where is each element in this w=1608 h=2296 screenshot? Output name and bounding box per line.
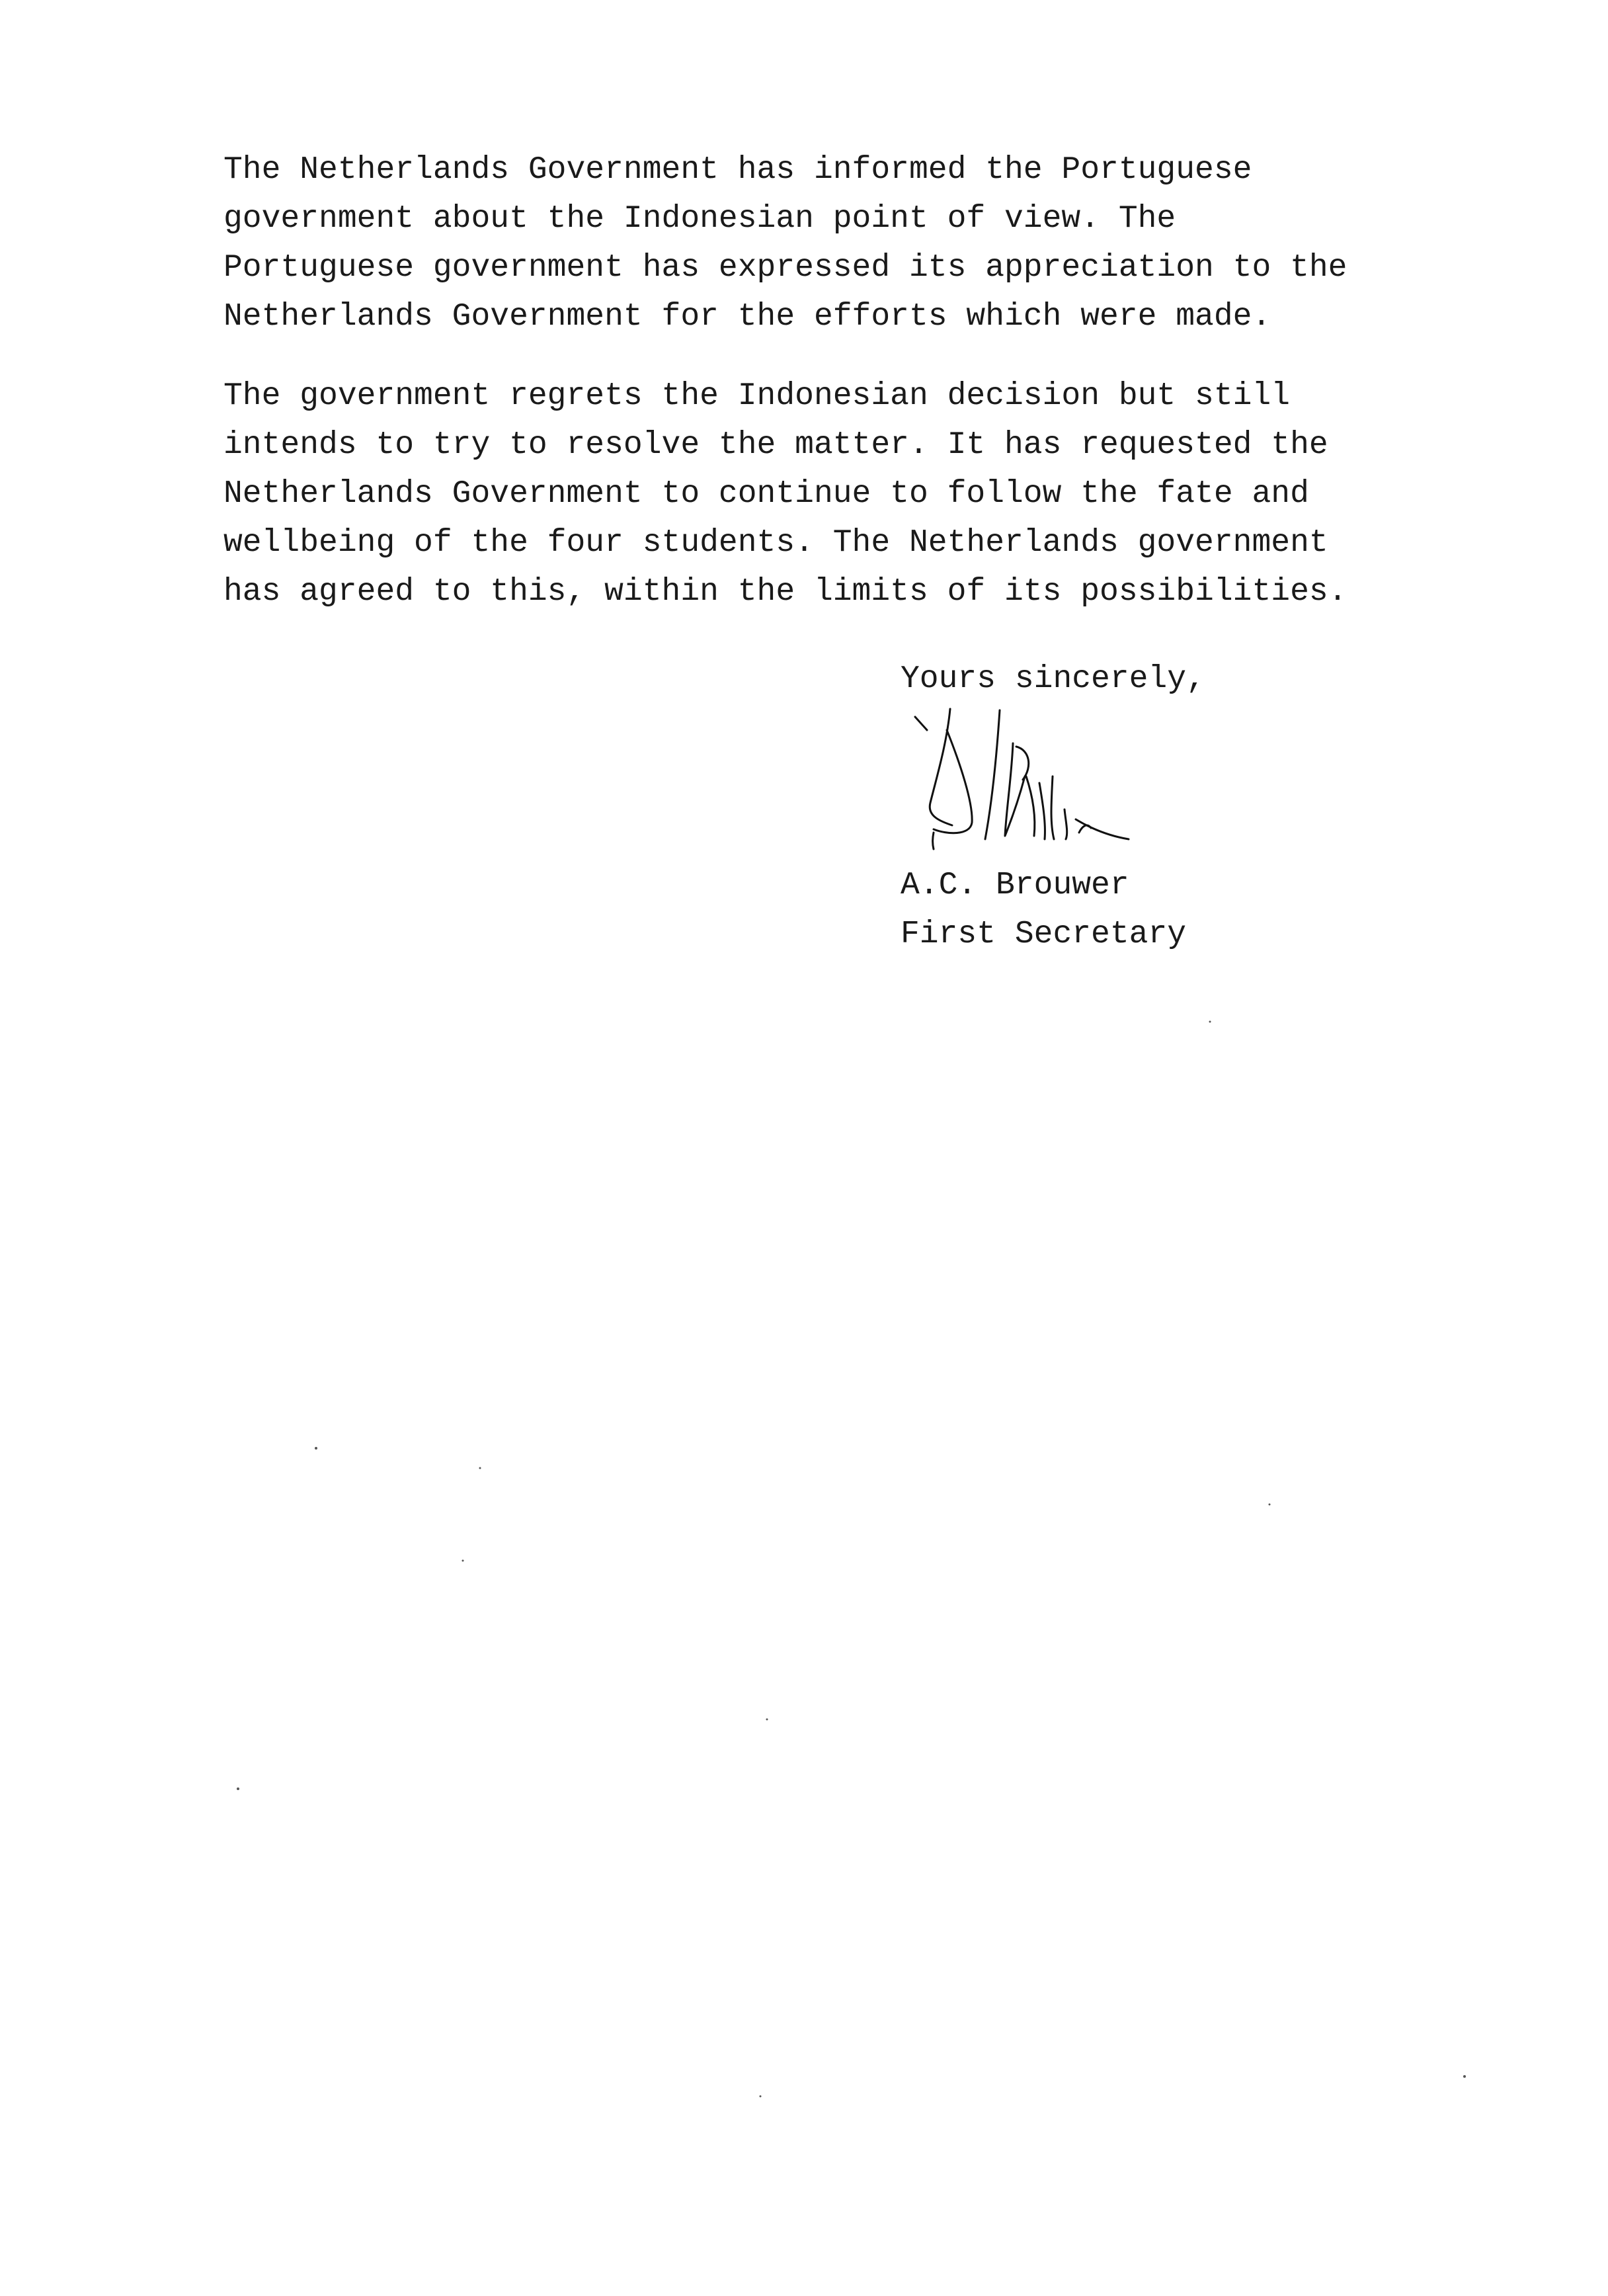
paragraph-1 bbox=[223, 145, 1480, 341]
paragraph-line: Netherlands Government for the efforts which were made. bbox=[223, 299, 1271, 335]
signatory-name: A.C. Brouwer bbox=[901, 868, 1129, 903]
paragraph-line: Netherlands Government to continue to follow the fate and bbox=[223, 476, 1309, 512]
closing-block bbox=[901, 655, 1363, 959]
paragraph-line: The government regrets the Indonesian decision but still bbox=[223, 378, 1291, 414]
paragraph-line: intends to try to resolve the matter. It has requested the bbox=[223, 427, 1328, 463]
paragraph-line: government about the Indonesian point of view. The bbox=[223, 201, 1176, 237]
paragraph-2 bbox=[223, 372, 1480, 616]
letter-body bbox=[223, 145, 1480, 647]
paragraph-line: has agreed to this, within the limits of its possibilities. bbox=[223, 574, 1347, 610]
signature-image bbox=[901, 704, 1152, 856]
signatory-title: First Secretary bbox=[901, 917, 1187, 952]
paragraph-line: The Netherlands Government has informed the Portuguese bbox=[223, 152, 1252, 188]
closing-salutation: Yours sincerely, bbox=[901, 661, 1205, 697]
paragraph-line: Portuguese government has expressed its appreciation to the bbox=[223, 250, 1347, 286]
paragraph-line: wellbeing of the four students. The Netherlands government bbox=[223, 525, 1328, 561]
